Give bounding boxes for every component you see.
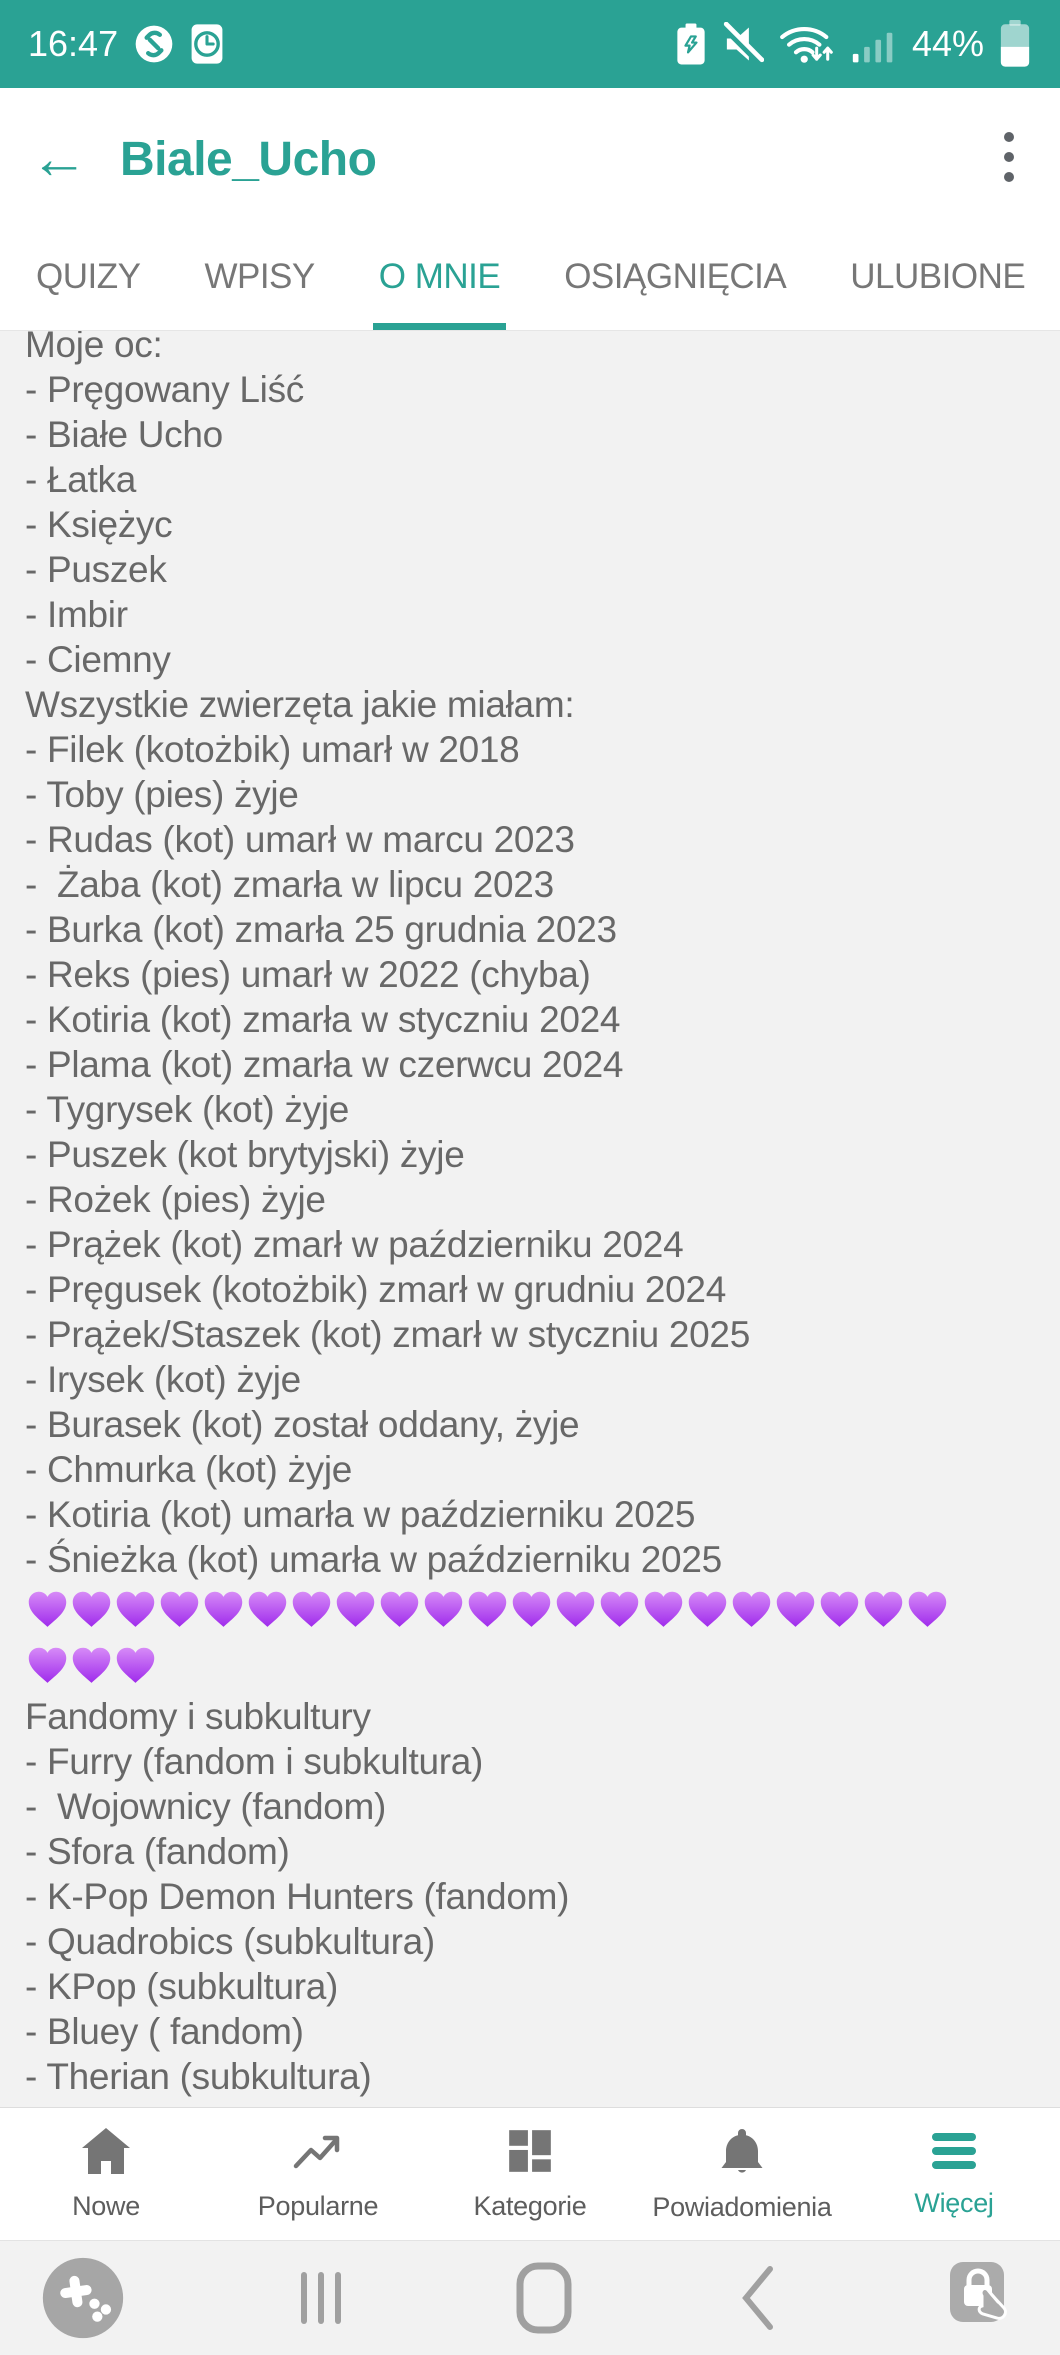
recents-icon[interactable] — [289, 2266, 353, 2330]
touch-lock-icon[interactable] — [942, 2258, 1020, 2338]
purple-heart-icon — [553, 1586, 598, 1634]
purple-heart-icon — [905, 1586, 950, 1634]
purple-heart-icon — [773, 1586, 818, 1634]
profile-text-line: - Puszek (kot brytyjski) żyje — [25, 1134, 465, 1175]
profile-text — [25, 330, 1035, 2099]
menu-lines-icon — [926, 2129, 982, 2178]
purple-heart-icon — [113, 1586, 158, 1634]
profile-text-line: - Filek (kotożbik) umarł w 2018 — [25, 729, 520, 770]
game-launcher-icon[interactable] — [40, 2255, 126, 2341]
battery-percent-text: 44% — [911, 23, 984, 64]
tab-ulubione[interactable]: ULUBIONE — [850, 256, 1026, 296]
profile-text-line: - Bluey ( fandom) — [25, 2011, 304, 2052]
profile-text-line: - Tygrysek (kot) żyje — [25, 1089, 350, 1130]
profile-text-line: - Irysek (kot) żyje — [25, 1359, 301, 1400]
profile-text-line: - Rożek (pies) żyje — [25, 1179, 326, 1220]
nav-item-label: Kategorie — [473, 2191, 587, 2221]
profile-text-line: - Chmurka (kot) żyje — [25, 1449, 353, 1490]
profile-text-line: - Imbir — [25, 594, 128, 635]
nav-item-powiadomienia[interactable] — [636, 2108, 848, 2240]
purple-heart-icon — [333, 1586, 378, 1634]
nav-item-nowe[interactable] — [0, 2108, 212, 2240]
back-chevron-icon[interactable] — [736, 2263, 780, 2333]
shazam-icon — [134, 24, 174, 64]
purple-heart-icon — [597, 1586, 642, 1634]
profile-text-line: - Białe Ucho — [25, 414, 223, 455]
profile-text-line: Moje oc: — [25, 330, 163, 365]
profile-text-line: - Pręgusek (kotożbik) zmarł w grudniu 2024 — [25, 1269, 726, 1310]
app-header — [0, 88, 1060, 230]
nav-item-kategorie[interactable] — [424, 2108, 636, 2240]
profile-text-line: - Reks (pies) umarł w 2022 (chyba) — [25, 954, 591, 995]
purple-heart-icon — [377, 1586, 422, 1634]
profile-text-line: - KPop (subkultura) — [25, 1966, 339, 2007]
purple-heart-icon — [421, 1586, 466, 1634]
overflow-menu-button[interactable] — [988, 122, 1030, 197]
home-pill-icon[interactable] — [515, 2261, 573, 2335]
purple-hearts-row-1 — [25, 1582, 1035, 1638]
tab-bar — [0, 230, 1060, 330]
purple-heart-icon — [201, 1586, 246, 1634]
kebab-menu-icon — [1002, 128, 1016, 186]
profile-text-line: - Żaba (kot) zmarła w lipcu 2023 — [25, 864, 554, 905]
signal-icon — [850, 22, 898, 66]
purple-heart-icon — [25, 1586, 70, 1634]
profile-text-line: - Furry (fandom i subkultura) — [25, 1741, 484, 1782]
purple-heart-icon — [69, 1642, 114, 1690]
profile-text-line: - Rudas (kot) umarł w marcu 2023 — [25, 819, 575, 860]
status-bar-left — [28, 23, 224, 65]
profile-text-line: - Księżyc — [25, 504, 173, 545]
profile-text-line: - Ciemny — [25, 639, 171, 680]
profile-text-line: - Prążek (kot) zmarł w październiku 2024 — [25, 1224, 684, 1265]
profile-text-line: Wszystkie zwierzęta jakie miałam: — [25, 684, 575, 725]
system-navigation-bar — [0, 2240, 1060, 2355]
profile-text-line: - K-Pop Demon Hunters (fandom) — [25, 1876, 570, 1917]
mute-icon — [720, 22, 764, 66]
profile-text-line: - Therian (subkultura) — [25, 2056, 372, 2097]
bell-icon — [717, 2125, 767, 2182]
purple-heart-icon — [685, 1586, 730, 1634]
clock-text: 16:47 — [28, 23, 119, 64]
tab-osiągnięcia[interactable]: OSIĄGNIĘCIA — [564, 256, 787, 296]
profile-text-line: - Kotiria (kot) umarła w październiku 2025 — [25, 1494, 696, 1535]
profile-text-line: - Pręgowany Liść — [25, 369, 304, 410]
battery-icon — [998, 20, 1032, 68]
back-button[interactable]: ← — [30, 126, 88, 191]
status-bar-right — [676, 20, 1032, 68]
tab-wpisy[interactable]: WPISY — [204, 256, 315, 296]
profile-text-line: - Puszek — [25, 549, 167, 590]
purple-heart-icon — [157, 1586, 202, 1634]
profile-text-line: - Burasek (kot) został oddany, żyje — [25, 1404, 580, 1445]
profile-text-line: - Prążek/Staszek (kot) zmarł w styczniu 2025 — [25, 1314, 750, 1355]
purple-heart-icon — [465, 1586, 510, 1634]
profile-text-line: - Wojownicy (fandom) — [25, 1786, 387, 1827]
profile-text-line: - Kotiria (kot) zmarła w styczniu 2024 — [25, 999, 621, 1040]
profile-text-line: - Burka (kot) zmarła 25 grudnia 2023 — [25, 909, 617, 950]
purple-heart-icon — [25, 1642, 70, 1690]
page-title: Biale_Ucho — [120, 132, 377, 186]
profile-text-line: - Łatka — [25, 459, 137, 500]
profile-text-line: - Quadrobics (subkultura) — [25, 1921, 435, 1962]
purple-heart-icon — [817, 1586, 862, 1634]
nav-item-więcej[interactable] — [848, 2108, 1060, 2240]
categories-icon — [504, 2126, 556, 2181]
home-icon — [78, 2126, 134, 2181]
purple-heart-icon — [245, 1586, 290, 1634]
purple-hearts-row-2 — [25, 1638, 1035, 1694]
battery-saver-icon — [676, 23, 706, 65]
purple-heart-icon — [113, 1642, 158, 1690]
purple-heart-icon — [861, 1586, 906, 1634]
nav-item-label: Powiadomienia — [652, 2192, 832, 2222]
tab-o-mnie[interactable]: O MNIE — [373, 230, 506, 330]
bottom-navigation — [0, 2107, 1060, 2240]
purple-heart-icon — [641, 1586, 686, 1634]
nav-item-popularne[interactable] — [212, 2108, 424, 2240]
nav-item-label: Więcej — [914, 2188, 994, 2218]
purple-heart-icon — [289, 1586, 334, 1634]
clock-app-icon — [190, 23, 224, 65]
profile-text-line: - Sfora (fandom) — [25, 1831, 290, 1872]
tab-quizy[interactable]: QUIZY — [36, 256, 141, 296]
nav-item-label: Popularne — [257, 2191, 379, 2221]
profile-text-line: - Toby (pies) żyje — [25, 774, 299, 815]
purple-heart-icon — [69, 1586, 114, 1634]
status-bar — [0, 0, 1060, 88]
trending-icon — [290, 2126, 346, 2181]
profile-text-line: - Śnieżka (kot) umarła w październiku 2025 — [25, 1539, 722, 1580]
about-me-content[interactable] — [0, 330, 1060, 2107]
profile-text-line: - Plama (kot) zmarła w czerwcu 2024 — [25, 1044, 624, 1085]
purple-heart-icon — [509, 1586, 554, 1634]
purple-heart-icon — [729, 1586, 774, 1634]
nav-item-label: Nowe — [72, 2191, 140, 2221]
profile-text-line: Fandomy i subkultury — [25, 1696, 371, 1737]
wifi-icon — [778, 21, 836, 67]
